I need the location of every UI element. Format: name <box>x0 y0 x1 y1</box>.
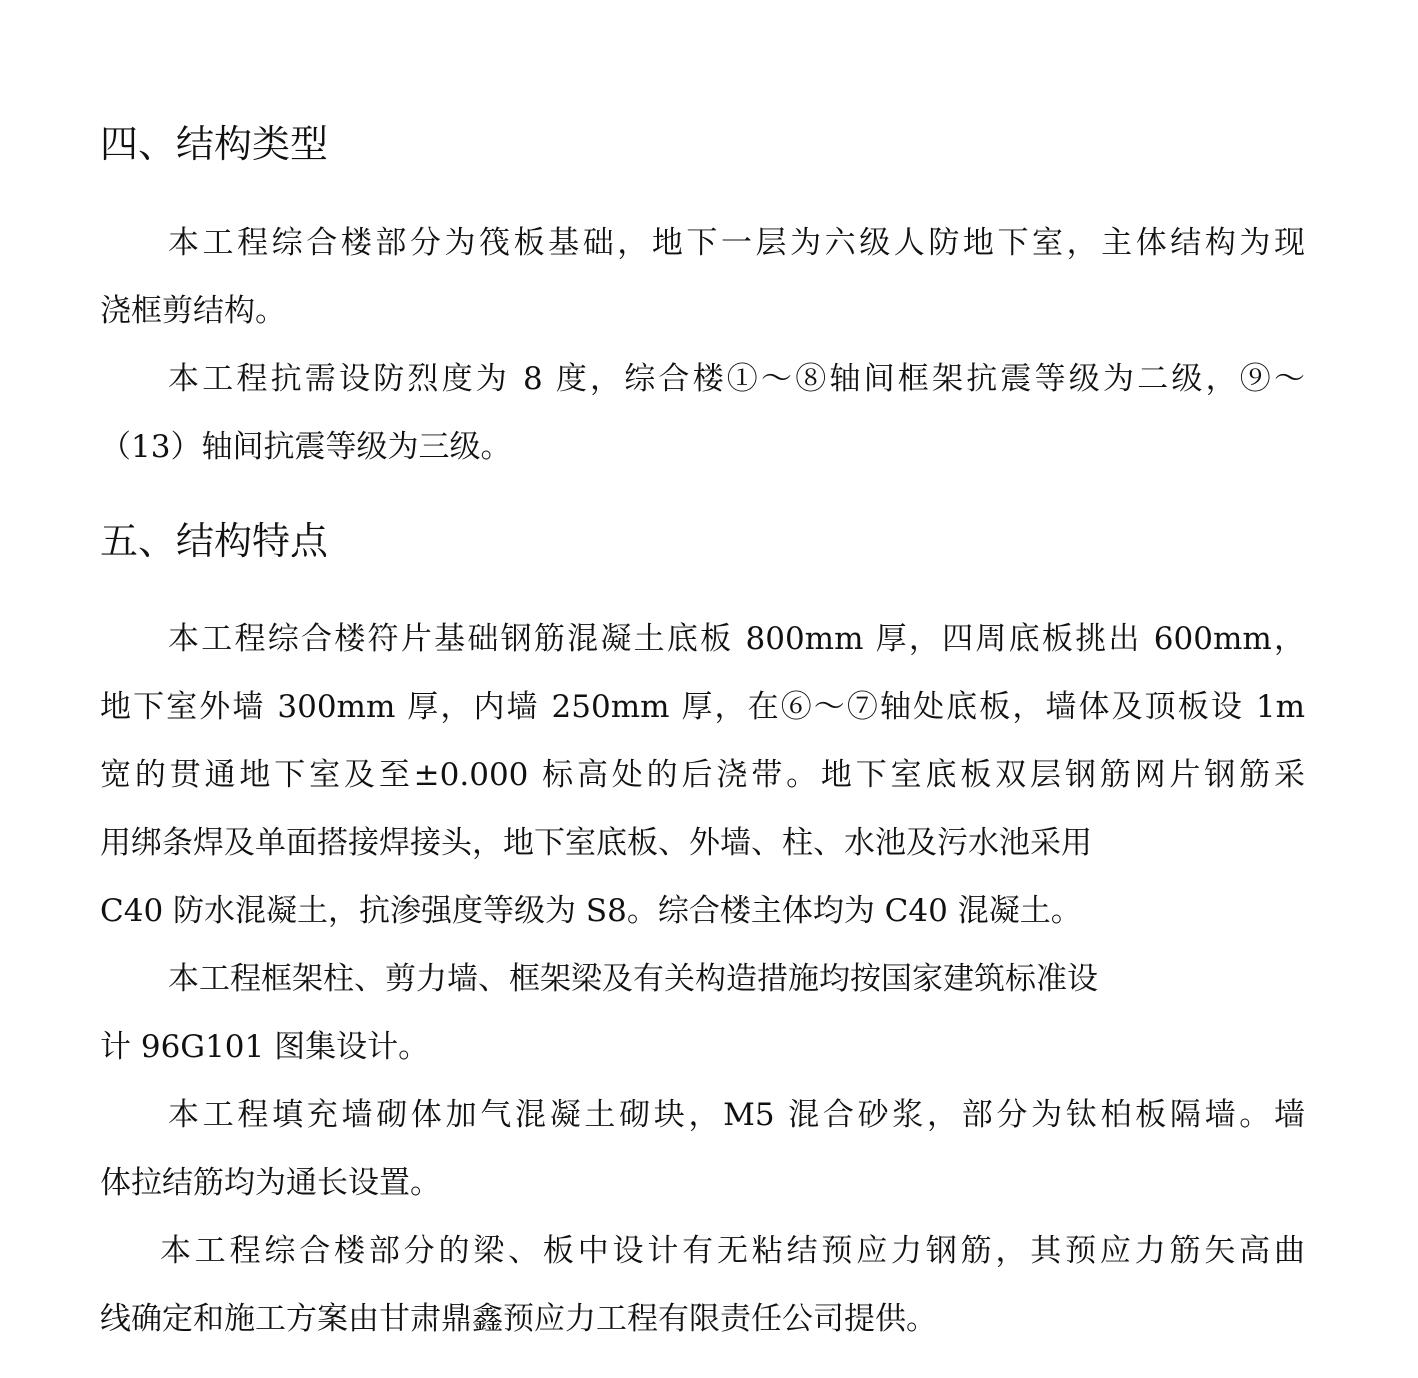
text-line: 计 96G101 图集设计。 <box>100 1029 430 1065</box>
paragraph-prestressed <box>100 1217 1305 1353</box>
paragraph-base-slab <box>100 605 1305 945</box>
text-line: （13）轴间抗震等级为三级。 <box>100 429 512 465</box>
text-line: 本工程综合楼部分为筏板基础，地下一层为六级人防地下室，主体结构为现 <box>168 225 1305 261</box>
text-line: 浇框剪结构。 <box>100 293 286 329</box>
text-line: 宽的贯通地下室及至±0.000 标高处的后浇带。地下室底板双层钢筋网片钢筋采 <box>100 757 1305 793</box>
text-line: 用绑条焊及单面搭接焊接头，地下室底板、外墙、柱、水池及污水池采用 <box>100 825 1092 861</box>
text-line: 本工程填充墙砌体加气混凝土砌块，M5 混合砂浆，部分为钛柏板隔墙。墙 <box>168 1097 1305 1133</box>
section-heading-structure-type: 四、结构类型 <box>100 122 329 166</box>
text-line: 地下室外墙 300mm 厚，内墙 250mm 厚，在⑥～⑦轴处底板，墙体及顶板设 1m <box>100 689 1305 725</box>
paragraph-seismic <box>100 345 1305 481</box>
text-line: C40 防水混凝土，抗渗强度等级为 S8。综合楼主体均为 C40 混凝土。 <box>100 893 1082 929</box>
text-line: 体拉结筋均为通长设置。 <box>100 1165 441 1201</box>
paragraph-foundation <box>100 209 1305 345</box>
text-line: 本工程框架柱、剪力墙、框架梁及有关构造措施均按国家建筑标准设 <box>168 961 1098 997</box>
paragraph-infill-wall <box>100 1081 1305 1217</box>
section-heading-structure-features: 五、结构特点 <box>100 519 329 563</box>
text-line: 本工程综合楼符片基础钢筋混凝土底板 800mm 厚，四周底板挑出 600mm， <box>168 621 1305 657</box>
text-line: 本工程综合楼部分的梁、板中设计有无粘结预应力钢筋，其预应力筋矢高曲 <box>160 1233 1305 1269</box>
text-line: 线确定和施工方案由甘肃鼎鑫预应力工程有限责任公司提供。 <box>100 1301 937 1337</box>
text-line: 本工程抗需设防烈度为 8 度，综合楼①～⑧轴间框架抗震等级为二级，⑨～ <box>168 361 1305 397</box>
paragraph-frame-design <box>100 945 1305 1081</box>
